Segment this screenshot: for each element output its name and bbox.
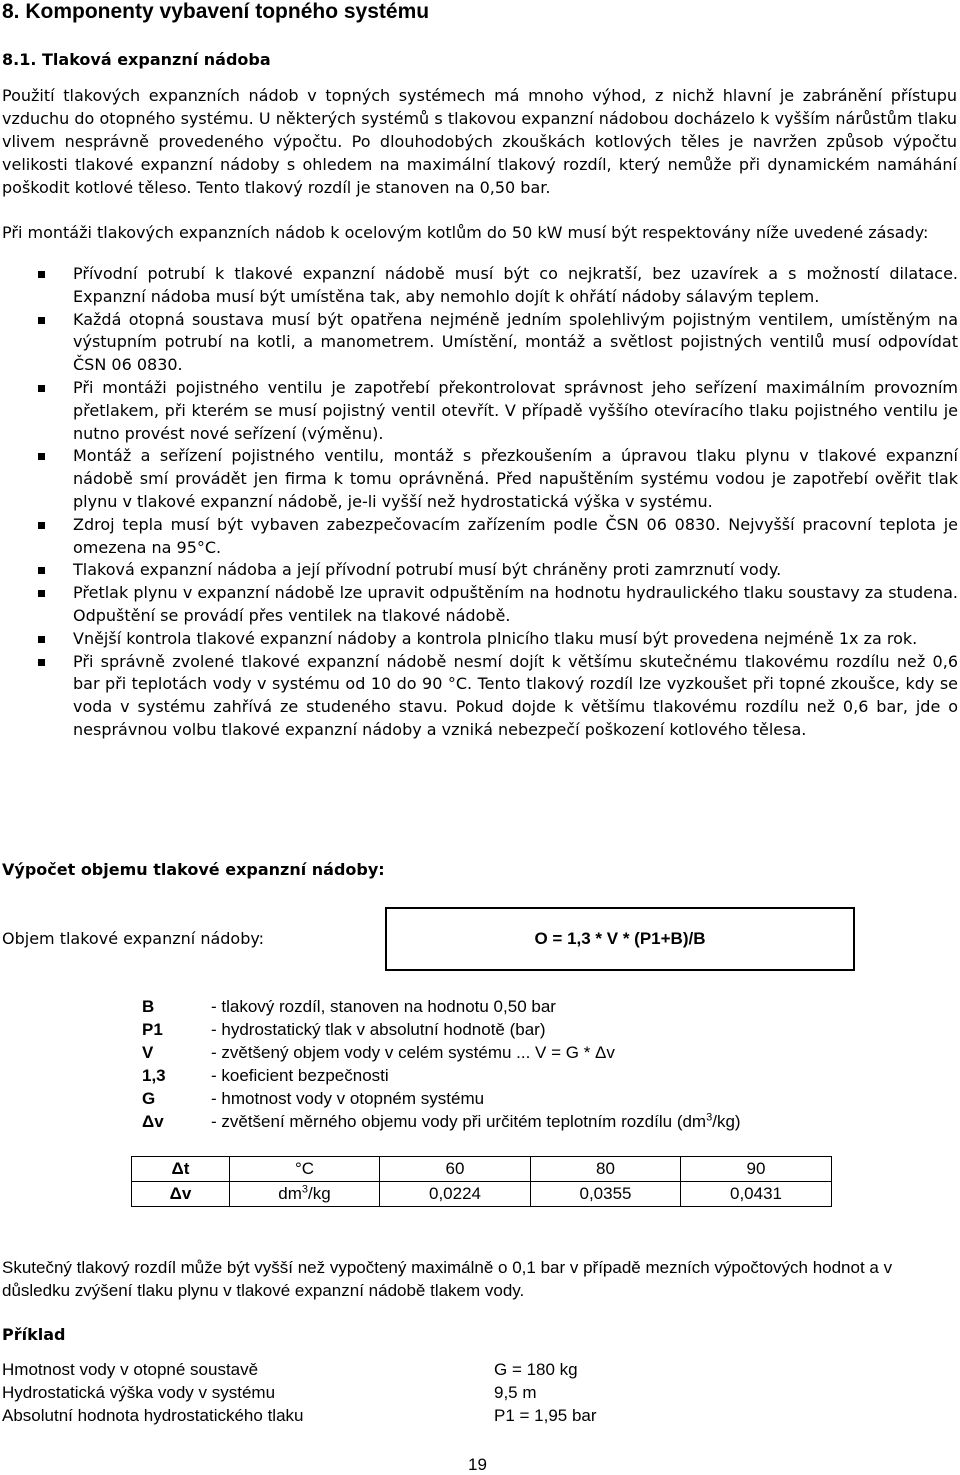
bullet-square-icon	[38, 590, 45, 597]
list-item: Při montáži pojistného ventilu je zapotřebí překontrolovat správnost jeho seřízení maximálním provozním přetlakem, při kterém se musí pojistný ventil otevřít. V případě vyššího otevíracího tlaku pojistného ventilu je nutno provést nové seřízení (výměnu).	[0, 377, 958, 445]
table-cell: 80	[531, 1157, 681, 1182]
bullet-square-icon	[38, 385, 45, 392]
bullet-square-icon	[38, 271, 45, 278]
table-cell: Δt	[132, 1157, 230, 1182]
document-page: 8. Komponenty vybavení topného systému 8.1. Tlaková expanzní nádoba Použití tlakových expanzních nádob v topných systémech má mnoho výhod, z nichž hlavní je zabránění přístupu vzduchu do otopného systému. U některých systémů s tlakovou expanzní nádobou docházelo k vyšším nárůstům tlaku vlivem nesprávně provedeného výpočtu. Po dlouhodobých zkouškách kotlových těles je navržen způsob výpočtu velikosti tlakové expanzní nádoby s ohledem na maximální tlakový rozdíl, který nemůže při dynamickém namáhání poškodit kotlové těleso. Tento tlakový rozdíl je stanoven na 0,50 bar. Při montáži tlakových expanzních nádob k ocelovým kotlům do 50 kW musí být respektovány níže uvedené zásady: Přívodní potrubí k tlakové expanzní nádobě musí být co nejkratší, bez uzavírek a s možností dilatace. Expanzní nádoba musí být umístěna tak, aby nemohlo dojít k ohřátí nádoby sálavým teplem. Každá otopná soustava musí být opatřena nejméně jedním spolehlivým pojistným ventilem, umístěným na výstupním potrubí na kotli, a manometrem. Umístění, montáž a světlost pojistných ventilů musí odpovídat ČSN 06 0830. Při montáži pojistného ventilu je zapotřebí překontrolovat správnost jeho seřízení maximálním provozním přetlakem, při kterém se musí pojistný ventil otevřít. V případě vyššího otevíracího tlaku pojistného ventilu je nutno provést nové seřízení (výměnu). Montáž a seřízení pojistného ventilu, montáž s přezkoušením a úpravou tlaku plynu v tlakové expanzní nádobě smí provádět jen firma k tomu oprávněná. Před napuštěním systému vodou je zapotřebí ověřit tlak plynu v tlakové expanzní nádobě, je-li vyšší než hydrostatická výška v systému. Zdroj tepla musí být vybaven zabezpečovacím zařízením podle ČSN 06 0830. Nejvyšší pracovní teplota je omezena na 95°C. Tlaková expanzní nádoba a její přívodní potrubí musí být chráněny proti zamrznutí vody. Přetlak plynu v expanzní nádobě lze upravit odpuštěním na hodnotu hydraulického tlaku soustavy za studena. Odpuštění se provádí přes ventilek na tlakové nádobě. Vnější kontrola tlakové expanzní nádoby a kontrola plnicího tlaku musí být provedena nejméně 1x za rok. Při správně zvolené tlakové expanzní nádobě nesmí dojít k většímu skutečnému tlakovému rozdílu než 0,6 bar při teplotách vody v systému od 10 do 90 °C. Tento tlakový rozdíl lze vyzkoušet při topné zkoušce, kdy se voda v systému zahřívá ze studeného stavu. Pokud dojde k většímu tlakovému rozdílu než 0,6 bar, jde o nesprávnou volbu tlakové expanzní nádoby a vzniká nebezpečí poškození kotlového tělesa. Výpočet objemu tlakové expanzní nádoby: Objem tlakové expanzní nádoby: O = 1,3 * V * (P1+B)/B B - tlakový rozdíl, stanoven na hodnotu 0,50 bar P1 - hydrostatický tlak v absolutní hodnotě (bar) V - zvětšený objem vody v celém systému ... V = G * Δv 1,3 - koeficient bezpečnosti G - hmotnost vody v otopném systému Δv - zvětšení měrného objemu vody při určitém teplotním rozdílu $(dm^3/kg)$ Δt °C 60 80 90 Δv $dm^3/kg$ 0,0224 0,0355 0,0431 Skutečný tlakový rozdíl může být vyšší než vypočtený maximálně o 0,1 bar v případě mezních výpočtových hodnot a v důsledku zvýšení tlaku plynu v tlakové expanzní nádobě tlakem vody. Příklad Hmotnost vody v otopné soustavě G = 180 kg Hydrostatická výška vody v systému 9,5 m Absolutní hodnota hydrostatického tlaku P1 = 1,95 bar 19	[2, 0, 958, 1474]
example-list	[2, 1360, 702, 1429]
rules-list	[0, 263, 958, 742]
table-cell: Δv	[132, 1182, 230, 1207]
list-item: Vnější kontrola tlakové expanzní nádoby a kontrola plnicího tlaku musí být provedena nejméně 1x za rok.	[0, 628, 958, 651]
list-item: Montáž a seřízení pojistného ventilu, montáž s přezkoušením a úpravou tlaku plynu v tlakové expanzní nádobě smí provádět jen firma k tomu oprávněná. Před napuštěním systému vodou je zapotřebí ověřit tlak plynu v tlakové expanzní nádobě, je-li vyšší než hydrostatická výška v systému.	[0, 445, 958, 513]
bullet-square-icon	[38, 453, 45, 460]
subsection-heading: 8.1. Tlaková expanzní nádoba	[2, 50, 271, 69]
bullet-square-icon	[38, 636, 45, 643]
section-heading: 8. Komponenty vybavení topného systému	[2, 0, 430, 23]
list-item: Tlaková expanzní nádoba a její přívodní potrubí musí být chráněny proti zamrznutí vody.	[0, 559, 958, 582]
table-cell: 0,0224	[380, 1182, 531, 1207]
assembly-intro-paragraph: Při montáži tlakových expanzních nádob k ocelovým kotlům do 50 kW musí být respektovány níže uvedené zásady:	[2, 223, 929, 242]
example-heading: Příklad	[2, 1325, 66, 1344]
table-cell: 90	[681, 1157, 832, 1182]
example-row: Hydrostatická výška vody v systému 9,5 m	[2, 1383, 537, 1402]
bullet-square-icon	[38, 567, 45, 574]
formula-text: O = 1,3 * V * (P1+B)/B	[534, 929, 706, 948]
note-paragraph: Skutečný tlakový rozdíl může být vyšší než vypočtený maximálně o 0,1 bar v případě mezních výpočtových hodnot a v důsledku zvýšení tlaku plynu v tlakové expanzní nádobě tlakem vody.	[2, 1258, 893, 1300]
table-row	[132, 1182, 832, 1207]
volume-label: Objem tlakové expanzní nádoby:	[2, 929, 265, 948]
list-item: Přívodní potrubí k tlakové expanzní nádobě musí být co nejkratší, bez uzavírek a s možností dilatace. Expanzní nádoba musí být umístěna tak, aby nemohlo dojít k ohřátí nádoby sálavým teplem.	[0, 263, 958, 309]
example-row: Hmotnost vody v otopné soustavě G = 180 kg	[2, 1360, 578, 1379]
formula-box	[385, 907, 855, 971]
table-cell: 0,0431	[681, 1182, 832, 1207]
calculation-heading: Výpočet objemu tlakové expanzní nádoby:	[2, 860, 385, 879]
bullet-square-icon	[38, 659, 45, 666]
table-cell: 0,0355	[531, 1182, 681, 1207]
table-cell: °C	[230, 1157, 380, 1182]
expansion-table	[131, 1156, 832, 1207]
table-cell: 60	[380, 1157, 531, 1182]
example-row: Absolutní hodnota hydrostatického tlaku P1 = 1,95 bar	[2, 1406, 597, 1425]
intro-paragraph: Použití tlakových expanzních nádob v topných systémech má mnoho výhod, z nichž hlavní je zabránění přístupu vzduchu do otopného systému. U některých systémů s tlakovou expanzní nádobou docházelo k vyšším nárůstům tlaku vlivem nesprávně provedeného výpočtu. Po dlouhodobých zkouškách kotlových těles je navržen způsob výpočtu velikosti tlakové expanzní nádoby s ohledem na maximální tlakový rozdíl, který nemůže při dynamickém namáhání poškodit kotlové těleso. Tento tlakový rozdíl je stanoven na 0,50 bar.	[2, 86, 957, 197]
table-cell: $dm^3/kg$	[230, 1182, 380, 1207]
page-number: 19	[468, 1455, 487, 1474]
list-item: Přetlak plynu v expanzní nádobě lze upravit odpuštěním na hodnotu hydraulického tlaku soustavy za studena. Odpuštění se provádí přes ventilek na tlakové nádobě.	[0, 582, 958, 628]
bullet-square-icon	[38, 317, 45, 324]
list-item: Zdroj tepla musí být vybaven zabezpečovacím zařízením podle ČSN 06 0830. Nejvyšší pracovní teplota je omezena na 95°C.	[0, 514, 958, 560]
bullet-square-icon	[38, 522, 45, 529]
list-item: Každá otopná soustava musí být opatřena nejméně jedním spolehlivým pojistným ventilem, umístěným na výstupním potrubí na kotli, a manometrem. Umístění, montáž a světlost pojistných ventilů musí odpovídat ČSN 06 0830.	[0, 309, 958, 377]
table-row	[132, 1157, 832, 1182]
list-item: Při správně zvolené tlakové expanzní nádobě nesmí dojít k většímu skutečnému tlakovému rozdílu než 0,6 bar při teplotách vody v systému od 10 do 90 °C. Tento tlakový rozdíl lze vyzkoušet při topné zkoušce, kdy se voda v systému zahřívá ze studeného stavu. Pokud dojde k většímu tlakovému rozdílu než 0,6 bar, jde o nesprávnou volbu tlakové expanzní nádoby a vzniká nebezpečí poškození kotlového tělesa.	[0, 651, 958, 742]
